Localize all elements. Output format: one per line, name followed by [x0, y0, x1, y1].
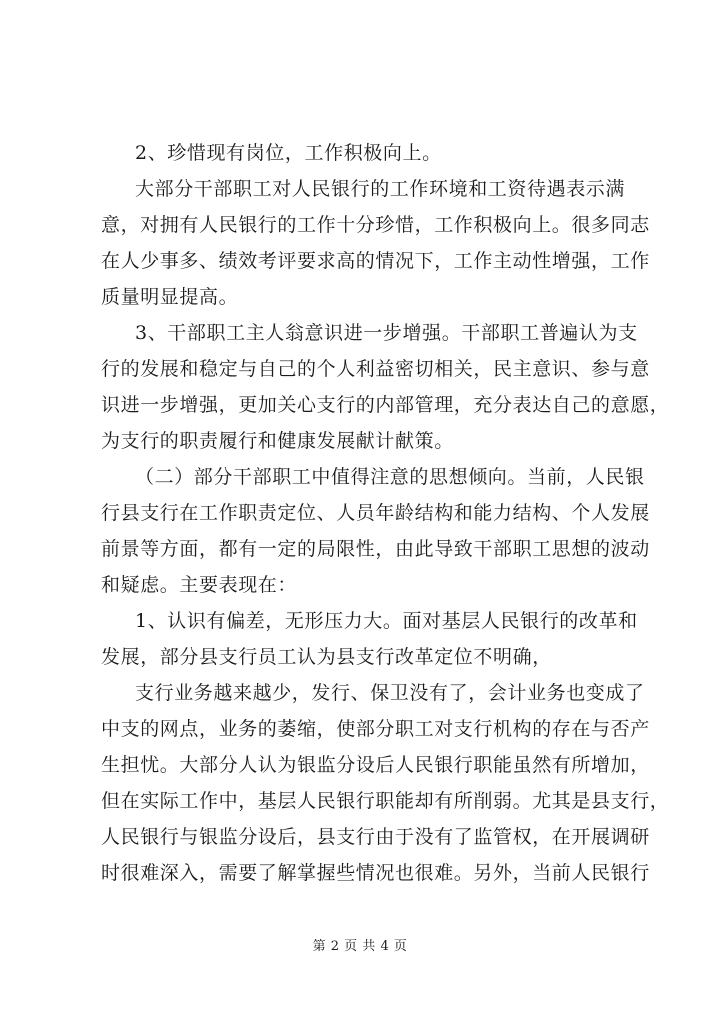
text-line: 1、认识有偏差，无形压力大。面对基层人民银行的改革和 — [135, 610, 638, 632]
text-line: 和疑虑。主要表现在： — [101, 574, 298, 596]
text-line: 但在实际工作中，基层人民银行职能却有所削弱。尤其是县支行， — [101, 790, 670, 812]
text-line: 前景等方面，都有一定的局限性，由此导致干部职工思想的波动 — [101, 538, 650, 560]
text-line: 行县支行在工作职责定位、人员年龄结构和能力结构、个人发展 — [101, 502, 650, 524]
text-line: 行的发展和稳定与自己的个人利益密切相关，民主意识、参与意 — [101, 358, 650, 380]
text-line: 在人少事多、绩效考评要求高的情况下，工作主动性增强，工作 — [101, 250, 650, 272]
text-line: 中支的网点，业务的萎缩，使部分职工对支行机构的存在与否产 — [101, 718, 650, 740]
text-line: 生担忧。大部分人认为银监分设后人民银行职能虽然有所增加， — [101, 754, 650, 776]
text-line: 时很难深入，需要了解掌握些情况也很难。另外，当前人民银行 — [101, 862, 650, 884]
text-line: 发展，部分县支行员工认为县支行改革定位不明确， — [101, 646, 552, 668]
text-line: 质量明显提高。 — [101, 286, 239, 308]
text-line: 2、珍惜现有岗位，工作积极向上。 — [135, 142, 442, 164]
page-number-footer: 第 2 页 共 4 页 — [312, 939, 408, 954]
text-line: 3、干部职工主人翁意识进一步增强。干部职工普遍认为支 — [135, 322, 638, 344]
text-line: 人民银行与银监分设后，县支行由于没有了监管权，在开展调研 — [101, 826, 650, 848]
text-line: 大部分干部职工对人民银行的工作环境和工资待遇表示满 — [135, 178, 626, 200]
text-line: 意，对拥有人民银行的工作十分珍惜，工作积极向上。很多同志 — [101, 214, 650, 236]
text-line: 为支行的职责履行和健康发展献计献策。 — [101, 430, 454, 452]
text-line: 支行业务越来越少，发行、保卫没有了，会计业务也变成了 — [135, 682, 645, 704]
text-line: （二）部分干部职工中值得注意的思想倾向。当前，人民银 — [135, 466, 645, 488]
text-line: 识进一步增强，更加关心支行的内部管理，充分表达自己的意愿， — [101, 394, 670, 416]
